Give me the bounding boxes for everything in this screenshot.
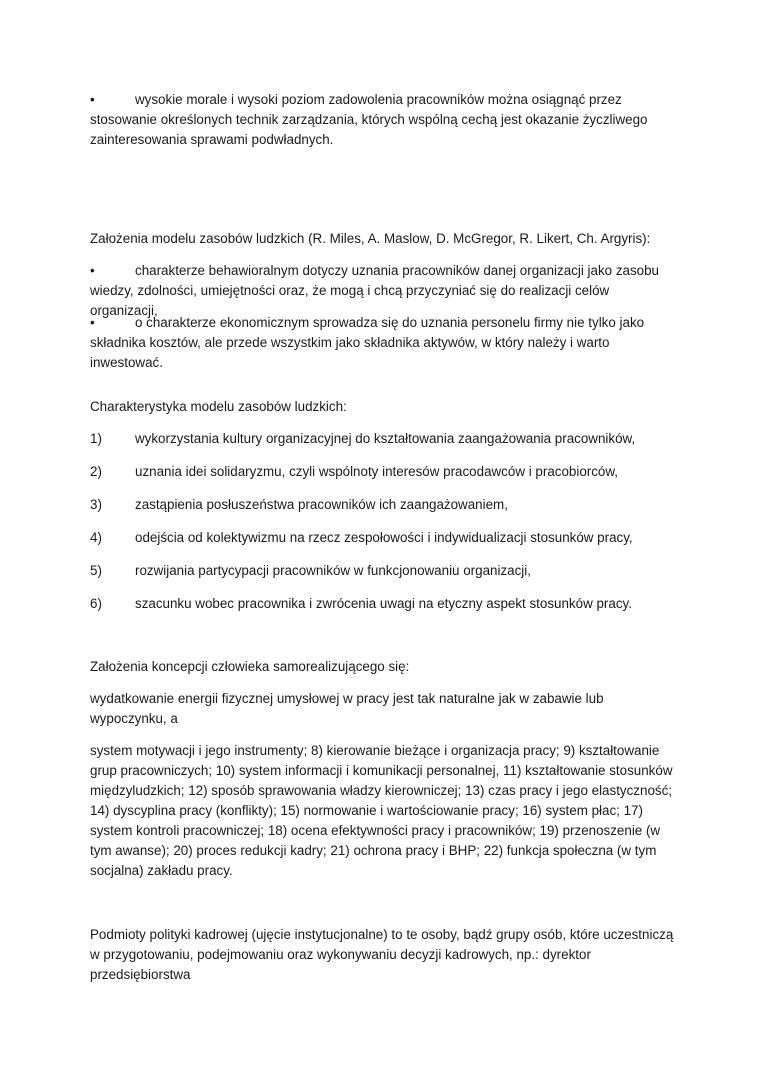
bullet-paragraph (90, 261, 680, 321)
section-heading: Założenia modelu zasobów ludzkich (R. Miles, A. Maslow, D. McGregor, R. Likert, Ch. Argyris): (90, 231, 651, 246)
item-number: 6) (90, 596, 102, 611)
item-text: uznania idei solidaryzmu, czyli wspólnoty interesów pracodawców i pracobiorców, (135, 464, 619, 479)
bullet-marker: • (90, 315, 95, 330)
bullet-text-rest: wiedzy, zdolności, umiejętności oraz, że mogą i chcą przyczyniać się do realizacji celów organizacji, (90, 283, 610, 318)
item-text: wykorzystania kultury organizacyjnej do kształtowania zaangażowania pracowników, (135, 431, 636, 446)
item-text: szacunku wobec pracownika i zwrócenia uwagi na etyczny aspekt stosunków pracy. (135, 596, 632, 611)
item-number: 3) (90, 497, 102, 512)
bullet-text-rest: stosowanie określonych technik zarządzania, których wspólną cechą jest okazanie życzliwego zainteresowania sprawami podwładnych. (90, 112, 648, 147)
item-number: 5) (90, 563, 102, 578)
numbered-item (90, 495, 690, 515)
paragraph-energy: wydatkowanie energii fizycznej umysłowej w pracy jest tak naturalne jak w zabawie lub wypoczynku, a (90, 691, 604, 726)
bullet-paragraph (90, 313, 680, 373)
paragraph-system: system motywacji i jego instrumenty; 8) kierowanie bieżące i organizacja pracy; 9) kształtowanie grup pracowniczych; 10) system informacji i komunikacji personalnej, 11) kształtowanie stosunków międzyludzkich; 12) sposób sprawowania władzy kierowniczej; 13) czas pracy i jego elastyczność; 14) dyscyplina pracy (konflikty); 15) normowanie i wartościowanie pracy; 16) system płac; 17) system kontroli pracowniczej; 18) ocena efektywności pracy i pracowników; 19) przenoszenie (w tym awanse); 20) proces redukcji kadry; 21) ochrona pracy i BHP; 22) funkcja społeczna (w tym socjalna) zakładu pracy. (90, 743, 673, 878)
item-number: 2) (90, 464, 102, 479)
numbered-item (90, 528, 690, 548)
paragraph-subjects: Podmioty polityki kadrowej (ujęcie instytucjonalne) to te osoby, bądź grupy osób, które uczestniczą w przygotowaniu, podejmowaniu oraz wykonywaniu decyzji kadrowych, np.: dyrektor przedsiębiorstwa (90, 927, 674, 982)
bullet-marker: • (90, 92, 95, 107)
bullet-paragraph (90, 90, 680, 150)
item-text: zastąpienia posłuszeństwa pracowników ich zaangażowaniem, (135, 497, 508, 512)
bullet-marker: • (90, 263, 95, 278)
section-heading: Założenia koncepcji człowieka samorealizującego się: (90, 659, 410, 674)
bullet-text-first: wysokie morale i wysoki poziom zadowolenia pracowników można osiągnąć przez (135, 92, 622, 107)
numbered-item (90, 429, 690, 449)
item-number: 4) (90, 530, 102, 545)
numbered-item (90, 561, 690, 581)
section-heading: Charakterystyka modelu zasobów ludzkich: (90, 399, 347, 414)
numbered-item (90, 462, 690, 482)
item-text: rozwijania partycypacji pracowników w funkcjonowaniu organizacji, (135, 563, 531, 578)
bullet-text-rest: składnika kosztów, ale przede wszystkim jako składnika aktywów, w który należy i warto inwestować. (90, 335, 610, 370)
item-text: odejścia od kolektywizmu na rzecz zespołowości i indywidualizacji stosunków pracy, (135, 530, 633, 545)
item-number: 1) (90, 431, 102, 446)
bullet-text-first: o charakterze ekonomicznym sprowadza się do uznania personelu firmy nie tylko jako (135, 315, 645, 330)
numbered-item (90, 594, 690, 614)
bullet-text-first: charakterze behawioralnym dotyczy uznania pracowników danej organizacji jako zasobu (135, 263, 660, 278)
